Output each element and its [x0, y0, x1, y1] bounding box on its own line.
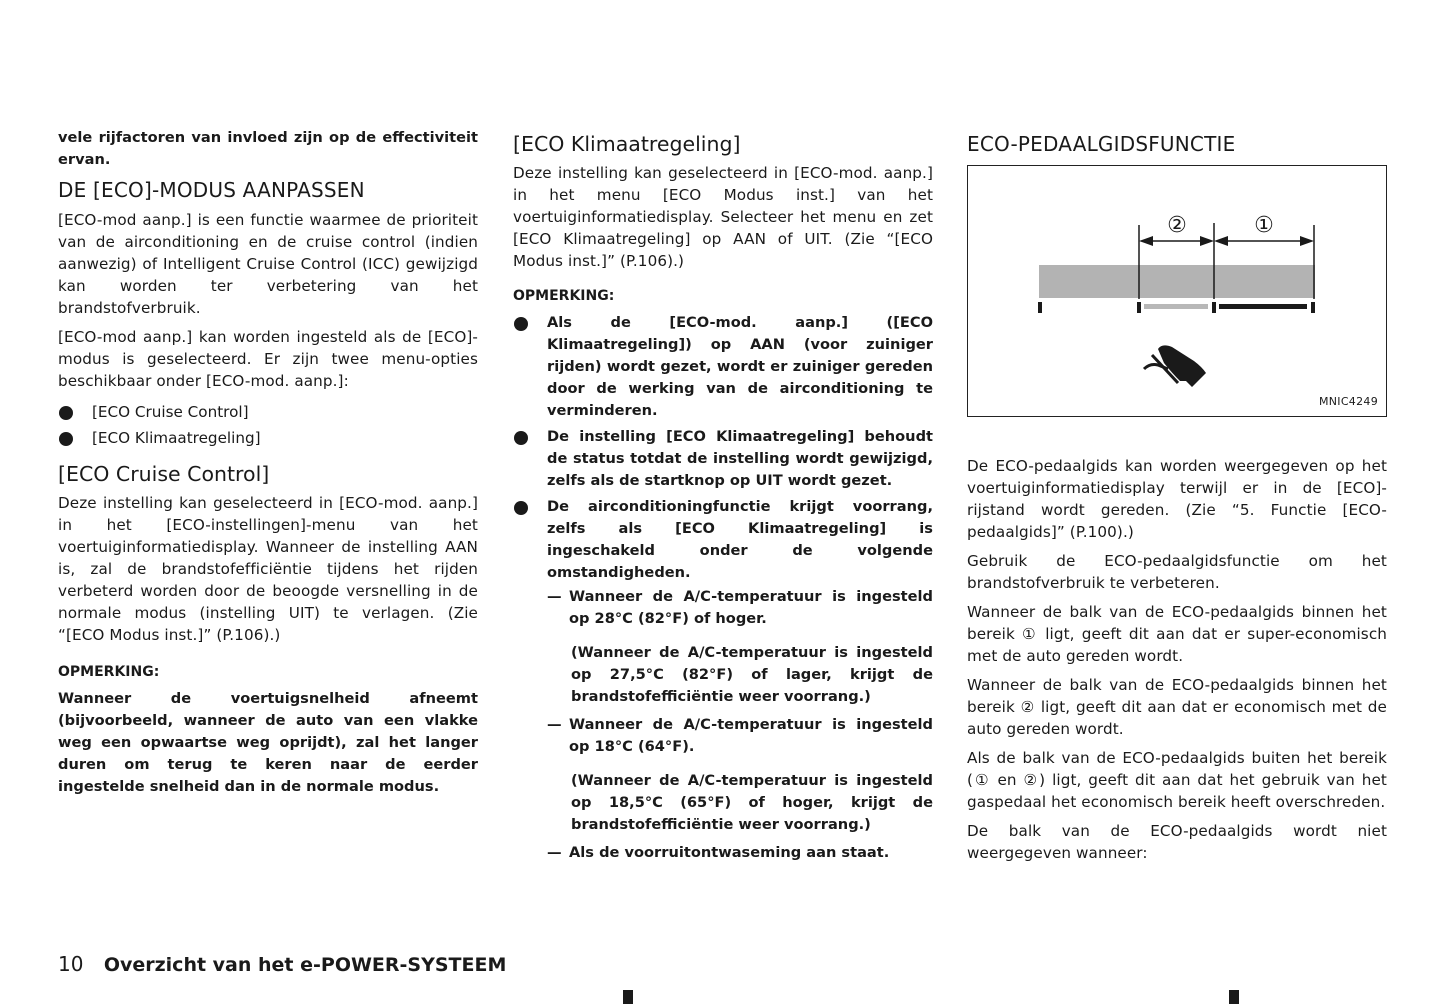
lead-text: vele rijfactoren van invloed zijn op de effectiviteit ervan.: [58, 129, 478, 168]
tick-mark: [1311, 302, 1315, 313]
column-middle: [513, 127, 933, 868]
paragraph: Als de balk van de ECO-pedaalgids buiten het bereik (① en ②) ligt, geeft dit aan dat het gebruik van het gaspedaal het economisch bereik heeft overschreden.: [967, 749, 1387, 811]
condition-item: — Wanneer de A/C-temperatuur is ingesteld op 18°C (64°F). (Wanneer de A/C-temperatuur is ingesteld op 18,5°C (65°F) of hoger, krijgt de brandstofefficiëntie weer voorrang.): [513, 714, 933, 836]
subheading-eco-cruise-control: [ECO Cruise Control]: [58, 462, 270, 486]
range-2-indicator-bar: [1144, 304, 1208, 309]
crop-mark: [1229, 990, 1239, 1004]
eco-pedal-guide-figure: [967, 165, 1387, 417]
range-2-label: ②: [1167, 213, 1187, 238]
list-item: De instelling [ECO Klimaatregeling] behoudt de status totdat de instelling wordt gewijzigd, zelfs als de startknop op UIT wordt gezet.: [513, 426, 933, 492]
section-heading-eco-pedal-guide: ECO-PEDAALGIDSFUNCTIE: [967, 132, 1236, 156]
tick-mark: [1038, 302, 1042, 313]
condition-item: — Als de voorruitontwaseming aan staat.: [513, 842, 933, 864]
note-list: [513, 312, 933, 864]
eco-bar: [1039, 265, 1315, 298]
condition-item: — Wanneer de A/C-temperatuur is ingesteld op 28°C (82°F) of hoger. (Wanneer de A/C-temperatuur is ingesteld op 27,5°C (82°F) of lager, krijgt de brandstofefficiëntie weer voorrang.): [513, 586, 933, 708]
note-text: Wanneer de voertuigsnelheid afneemt (bijvoorbeeld, wanneer de auto van een vlakke weg een opwaartse weg oprijdt), zal het langer duren om terug te keren naar de eerder ingestelde snelheid dan in de normale modus.: [58, 690, 478, 795]
range-1-label: ①: [1254, 213, 1274, 238]
dash-marker: —: [547, 588, 562, 605]
paragraph: Deze instelling kan geselecteerd in [ECO-mod. aanp.] in het menu [ECO Modus inst.] van het voertuiginformatiedisplay. Selecteer het menu en zet [ECO Klimaatregeling] op AAN of UIT. (Zie “[ECO Modus inst.]” (P.106).): [513, 164, 933, 270]
paragraph: Wanneer de balk van de ECO-pedaalgids binnen het bereik ① ligt, geeft dit aan dat er super-economisch met de auto gereden wordt.: [967, 603, 1387, 665]
paragraph: De ECO-pedaalgids kan worden weergegeven op het voertuiginformatiedisplay terwijl er in de [ECO]-rijstand wordt gereden. (Zie “5. Functie [ECO-pedaalgids]” (P.100).): [967, 457, 1387, 541]
eco-pedal-guide-diagram: [968, 166, 1386, 416]
paragraph: Deze instelling kan geselecteerd in [ECO-mod. aanp.] in het [ECO-instellingen]-menu van het voertuiginformatiedisplay. Wanneer de instelling AAN is, zal de brandstofefficiëntie tijdens het rijden verbeterd worden door de beoogde versnelling in de normale modus (instelling UIT) te verlagen. (Zie “[ECO Modus inst.]” (P.106).): [58, 494, 478, 644]
dash-marker: —: [547, 716, 562, 733]
column-left: [58, 127, 478, 798]
crop-mark: [623, 990, 633, 1004]
paragraph: Gebruik de ECO-pedaalgidsfunctie om het brandstofverbruik te verbeteren.: [967, 552, 1387, 592]
page-number: 10: [58, 952, 84, 976]
column-right: [967, 127, 1387, 871]
condition-subnote: (Wanneer de A/C-temperatuur is ingesteld op 27,5°C (82°F) of lager, krijgt de brandstofefficiëntie weer voorrang.): [571, 644, 933, 705]
conditions-list: [513, 586, 933, 864]
list-item: De airconditioningfunctie krijgt voorrang, zelfs als [ECO Klimaatregeling] is ingeschakeld onder de volgende omstandigheden. — Wanneer de A/C-temperatuur is ingesteld op 28°C (82°F) of hoger. (Wanneer de A/C-temperatuur is ingesteld op 27,5°C (82°F) of lager, krijgt de brandstofefficiëntie weer voorrang.) — Wanneer de A/C-temperatuur is ingesteld op 18°C (64°F). (Wanneer de A/C-temperatuur is ingesteld op 18,5°C (65°F) of hoger, krijgt de brandstofefficiëntie weer voorrang.) — Als de voorruitontwaseming aan staat.: [513, 496, 933, 864]
section-title: Overzicht van het e-POWER-SYSTEEM: [103, 954, 507, 976]
note-label: OPMERKING:: [58, 664, 160, 680]
list-item: Als de [ECO-mod. aanp.] ([ECO Klimaatregeling]) op AAN (voor zuiniger rijden) wordt gezet, wordt er zuiniger gereden door de werking van de airconditioning te verminderen.: [513, 312, 933, 422]
subheading-eco-climate: [ECO Klimaatregeling]: [513, 132, 741, 156]
paragraph: [ECO-mod aanp.] is een functie waarmee de prioriteit van de airconditioning en de cruise control (indien aanwezig) of Intelligent Cruise Control (ICC) gewijzigd kan worden ter verbetering van het brandstofverbruik.: [58, 211, 478, 317]
paragraph: [ECO-mod aanp.] kan worden ingesteld als de [ECO]-modus is geselecteerd. Er zijn twee menu-opties beschikbaar onder [ECO-mod. aanp.]:: [58, 328, 478, 390]
list-item: [ECO Cruise Control]: [58, 399, 478, 425]
page-footer: [58, 952, 506, 976]
paragraph: De balk van de ECO-pedaalgids wordt niet weergegeven wanneer:: [967, 822, 1387, 862]
dash-marker: —: [547, 844, 562, 861]
section-heading-eco-mode: DE [ECO]-MODUS AANPASSEN: [58, 178, 365, 202]
tick-mark: [1137, 302, 1141, 313]
bullet-icon: [514, 501, 528, 515]
bullet-icon: [514, 431, 528, 445]
bullet-icon: [514, 317, 528, 331]
condition-subnote: (Wanneer de A/C-temperatuur is ingesteld op 18,5°C (65°F) of hoger, krijgt de brandstofefficiëntie weer voorrang.): [571, 772, 933, 833]
bullet-icon: [59, 432, 73, 446]
list-item: [ECO Klimaatregeling]: [58, 425, 478, 451]
menu-options-list: [58, 399, 478, 451]
figure-code: MNIC4249: [1318, 395, 1378, 408]
bullet-icon: [59, 406, 73, 420]
tick-mark: [1212, 302, 1216, 313]
note-label: OPMERKING:: [513, 288, 615, 304]
range-1-indicator-bar: [1219, 304, 1307, 309]
paragraph: Wanneer de balk van de ECO-pedaalgids binnen het bereik ② ligt, geeft dit aan dat er economisch met de auto gereden wordt.: [967, 676, 1387, 738]
